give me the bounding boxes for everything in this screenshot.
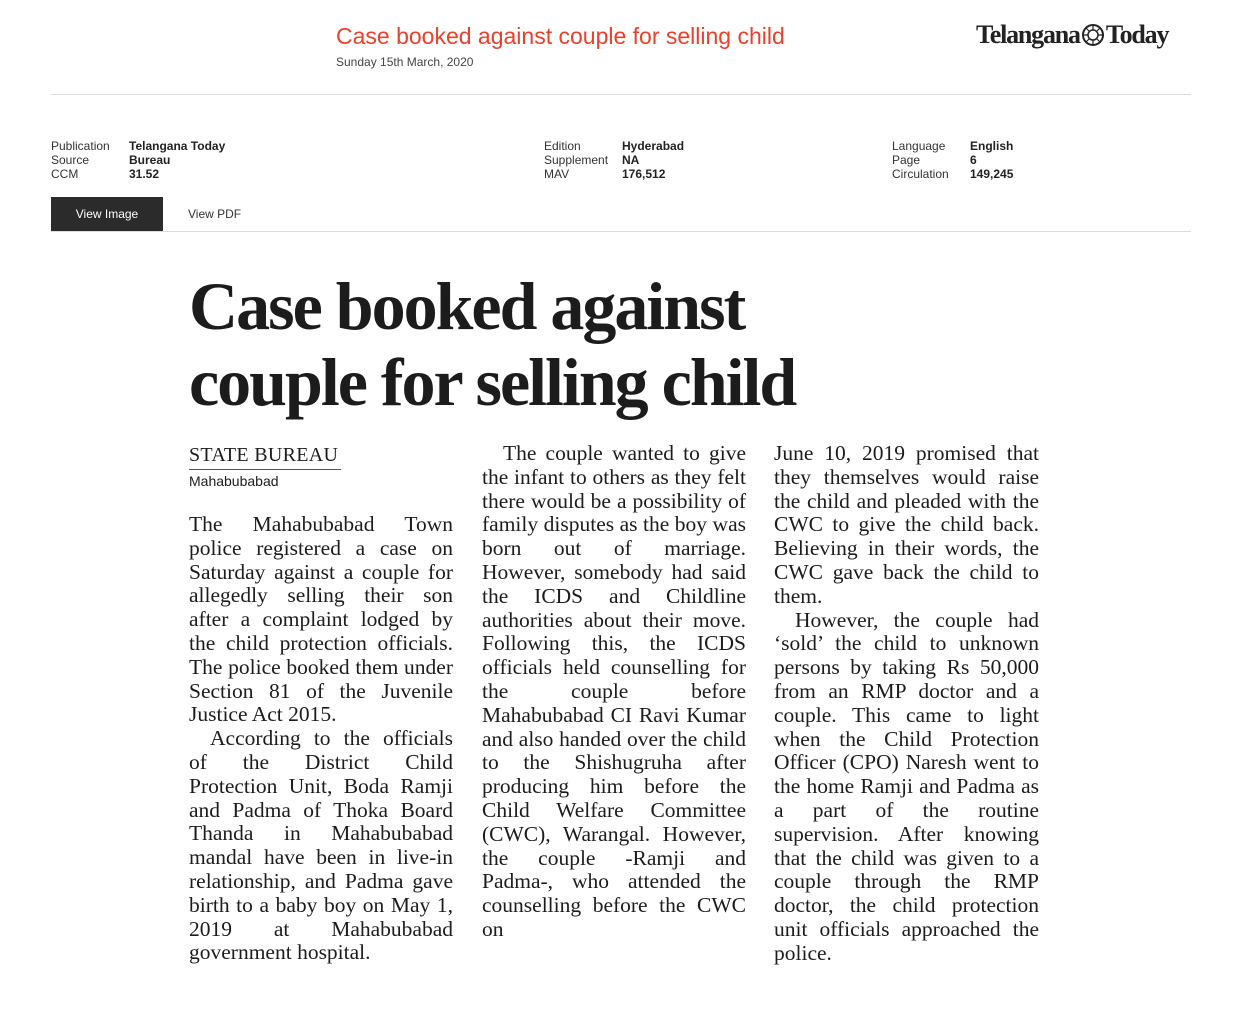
- meta-column-language: [892, 139, 1013, 181]
- meta-column-publication: [51, 139, 225, 181]
- meta-label: Source: [51, 153, 90, 167]
- article-column-2: [482, 442, 746, 942]
- meta-value: 6: [970, 153, 977, 167]
- meta-value: Bureau: [129, 153, 171, 167]
- paragraph: However, the couple had ‘sold’ the child to unknown persons by taking Rs 50,000 from an RMP doctor and a couple. This came to light when the Child Protection Officer (CPO) Naresh went to the home Ramji and Padma as a part of the routine supervision. After knowing that the child was given to a couple through the RMP doctor, the child protection unit officials approached the police.: [774, 607, 1039, 965]
- publish-date: Sunday 15th March, 2020: [336, 55, 474, 69]
- newspaper-clipping: [180, 260, 1060, 980]
- meta-label: Circulation: [892, 167, 949, 181]
- paragraph: The Mahabubabad Town police registered a case on Saturday against a couple for allegedly selling their son after a complaint lodged by the child protection officials. The police booked them under Section 81 of the Juvenile Justice Act 2015.: [189, 512, 453, 727]
- meta-row-edition: [544, 139, 684, 153]
- emblem-icon: [1081, 23, 1105, 47]
- meta-value: English: [970, 139, 1014, 153]
- paragraph: According to the officials of the District Child Protection Unit, Boda Ramji and Padma of Thoka Board Thanda in Mahabubabad mandal have been in live-in relationship, and Padma gave birth to a baby boy on May 1, 2019 at Mahabubabad government hospital.: [189, 726, 453, 965]
- meta-row-circulation: [892, 167, 1013, 181]
- meta-value: 31.52: [129, 167, 160, 181]
- tab-view-image[interactable]: View Image: [51, 197, 163, 231]
- logo-text-left: Telangana: [976, 20, 1080, 49]
- meta-row-supplement: [544, 153, 684, 167]
- tabs-divider: [51, 231, 1191, 232]
- header-divider: [51, 94, 1191, 95]
- meta-label: CCM: [51, 167, 79, 181]
- meta-label: Publication: [51, 139, 110, 153]
- meta-row-publication: [51, 139, 225, 153]
- clipping-title: Case booked against couple for selling child: [189, 268, 796, 420]
- paragraph: The couple wanted to give the infant to others as they felt there would be a possibility of family disputes as the boy was born out of marriage. However, somebody had said the ICDS and Childline authorities about their move. Following this, the ICDS officials held counselling for the couple before Mahabubabad CI Ravi Kumar and also handed over the child to the Shishugruha after producing him before the Child Welfare Committee (CWC), Warangal. However, the couple -Ramji and Padma-, who attended the counselling before the CWC on: [482, 441, 746, 941]
- meta-row-source: [51, 153, 225, 167]
- article-headline-link[interactable]: Case booked against couple for selling child: [336, 23, 785, 49]
- meta-column-edition: [544, 139, 684, 181]
- paragraph: June 10, 2019 promised that they themselves would raise the child and pleaded with the CWC to give the child back. Believing in their words, the CWC gave back the child to them.: [774, 441, 1039, 608]
- meta-value: NA: [622, 153, 640, 167]
- meta-label: Supplement: [544, 153, 609, 167]
- meta-label: Page: [892, 153, 921, 167]
- meta-value: 149,245: [970, 167, 1014, 181]
- dateline: Mahabubabad: [189, 473, 279, 489]
- meta-label: MAV: [544, 167, 570, 181]
- meta-row-page: [892, 153, 1013, 167]
- meta-value: 176,512: [622, 167, 666, 181]
- article-column-1: [189, 513, 453, 965]
- telangana-today-logo: [976, 20, 1168, 50]
- tab-view-pdf[interactable]: View PDF: [188, 207, 242, 221]
- meta-row-mav: [544, 167, 684, 181]
- meta-value: Telangana Today: [129, 139, 226, 153]
- meta-row-ccm: [51, 167, 225, 181]
- meta-row-language: [892, 139, 1013, 153]
- article-column-3: [774, 442, 1039, 966]
- meta-label: Language: [892, 139, 946, 153]
- meta-label: Edition: [544, 139, 581, 153]
- logo-text-right: Today: [1105, 20, 1169, 49]
- meta-value: Hyderabad: [622, 139, 685, 153]
- byline: STATE BUREAU: [189, 444, 341, 470]
